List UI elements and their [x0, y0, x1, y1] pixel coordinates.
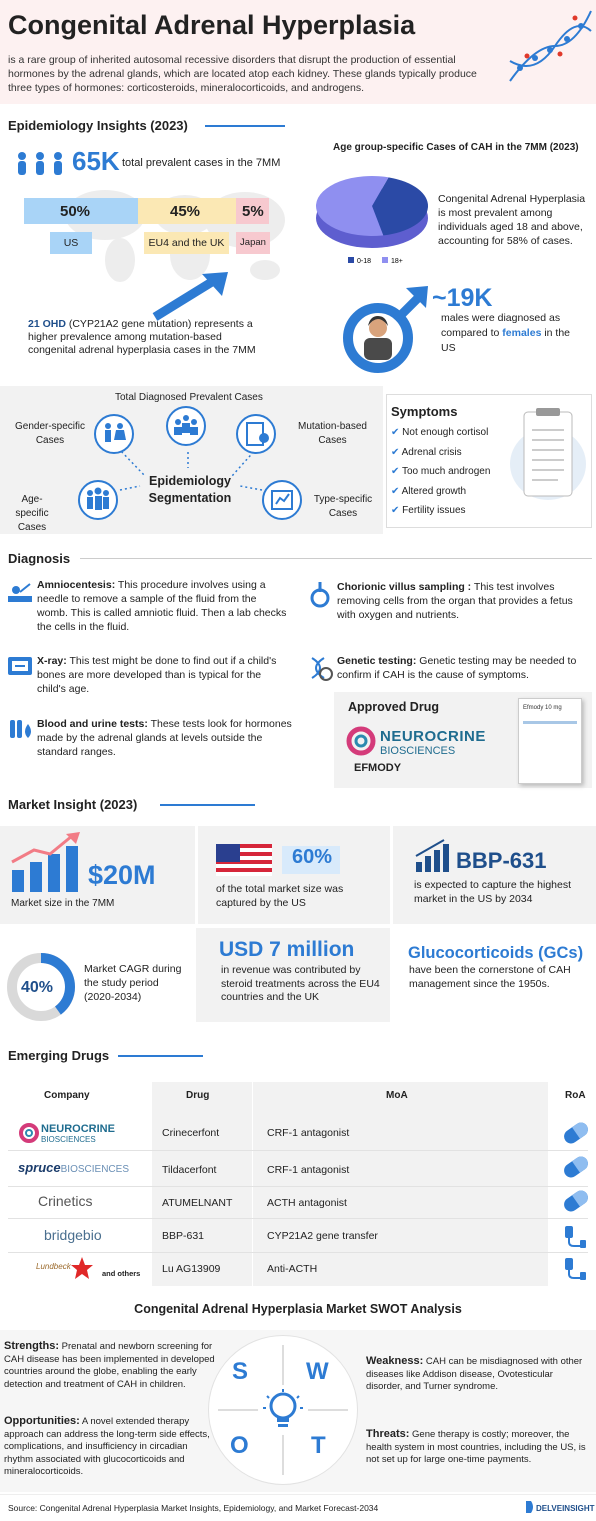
row1-drug: Crinecerfont	[162, 1127, 220, 1139]
swot-opportunities	[4, 1415, 214, 1479]
dna-icon	[505, 6, 593, 86]
age-chart-text: Congenital Adrenal Hyperplasia is most prevalent among individuals aged 18 and above, accounting for 58% of cases.	[438, 193, 586, 247]
us-share-text: of the total market size was captured by the US	[216, 883, 344, 909]
symptom-item: ✔ Adrenal crisis	[391, 443, 490, 463]
swot-letter-w: W	[306, 1358, 329, 1385]
symptom-item: ✔ Altered growth	[391, 482, 490, 502]
row1-moa: CRF-1 antagonist	[267, 1127, 350, 1139]
bbp-text: is expected to capture the highest market in the US by 2034	[414, 879, 572, 905]
diag-amniocentesis	[37, 578, 287, 634]
row-divider	[8, 1252, 588, 1253]
segmentation-gender: Gender-specific Cases	[14, 421, 86, 446]
diagnosis-divider	[80, 558, 592, 559]
cvs-icon	[306, 580, 334, 610]
row2-company-sub: BIOSCIENCES	[60, 1164, 129, 1175]
strengths-label: Strengths:	[4, 1340, 59, 1352]
males-value: ~19K	[432, 284, 493, 312]
row1-company-sub: BIOSCIENCES	[41, 1135, 96, 1144]
row5-moa: Anti-ACTH	[267, 1263, 318, 1275]
population-icon	[166, 406, 206, 446]
type-chart-icon	[262, 480, 302, 520]
total-cases-value: 65K	[72, 146, 120, 176]
weakness-label: Weakness:	[366, 1355, 424, 1367]
row2-company-logo	[18, 1160, 129, 1175]
delveinsight-logo-icon	[524, 1499, 536, 1515]
segmentation-mutation: Mutation-based Cases	[298, 421, 367, 446]
intro-text: is a rare group of inherited autosomal recessive disorders that disrupt the production of essential hormones by the adrenal glands, which are located atop each kidney. These glands typically produce three types of hormones: corticosteroids, mineralocorticoids, and androgens.	[8, 54, 477, 94]
legend-label: 18+	[391, 258, 403, 265]
ohd-label: 21 OHD	[28, 318, 66, 330]
row4-company: bridgebio	[44, 1227, 102, 1243]
usd-text: in revenue was contributed by steroid treatments across the EU4 countries and the UK	[221, 964, 380, 1003]
footer-source: Source: Congenital Adrenal Hyperplasia Market Insights, Epidemiology, and Market Forecast-2034	[8, 1503, 379, 1513]
row4-moa: CYP21A2 gene transfer	[267, 1230, 378, 1242]
diag-amniocentesis-name: Amniocentesis:	[37, 579, 116, 591]
page-title: Congenital Adrenal Hyperplasia	[8, 10, 416, 40]
row4-drug: BBP-631	[162, 1230, 205, 1242]
diag-xray-name: X-ray:	[37, 655, 67, 667]
col-header-company: Company	[44, 1090, 90, 1101]
col-header-roa: RoA	[565, 1090, 586, 1101]
legend-label: 0-18	[357, 258, 372, 265]
genetic-testing-icon	[306, 654, 334, 682]
col-header-moa: MoA	[386, 1090, 408, 1101]
ohd-text	[28, 318, 264, 357]
diag-blood-text: These tests look for hormones made by the adrenal glands at levels outside the standard ranges.	[37, 718, 292, 758]
row-divider	[8, 1150, 588, 1151]
swot-title: Congenital Adrenal Hyperplasia Market SWOT Analysis	[134, 1302, 462, 1316]
iv-drip-icon	[562, 1224, 588, 1248]
row3-company: Crinetics	[38, 1193, 93, 1209]
drug-box-image	[518, 698, 582, 784]
age-group-icon	[78, 480, 118, 520]
col-header-drug: Drug	[186, 1090, 210, 1101]
clipboard-icon	[508, 404, 588, 504]
share-label-eu: EU4 and the UK	[144, 232, 229, 254]
market-size-label: Market size in the 7MM	[11, 898, 115, 909]
males-text	[441, 311, 583, 356]
share-pct-japan: 5%	[242, 203, 264, 220]
diag-xray	[37, 654, 287, 696]
symptoms-list	[391, 423, 490, 521]
row2-drug: Tildacerfont	[162, 1164, 217, 1176]
bbp-value: BBP-631	[456, 848, 547, 873]
segmentation-top-label: Total Diagnosed Prevalent Cases	[115, 392, 263, 403]
age-pie-chart	[312, 168, 432, 268]
footer-brand: DELVEINSIGHT	[536, 1504, 595, 1513]
diag-cvs	[337, 580, 587, 622]
approved-company: NEUROCRINE	[380, 728, 486, 745]
male-symbol-icon	[340, 282, 430, 374]
moa-column-bg	[253, 1082, 548, 1286]
diag-xray-text: This test might be done to find out if a child's bones are more developed than is typical for the child's age.	[37, 655, 277, 695]
ohd-description: (CYP21A2 gene mutation) represents a higher prevalence among mutation-based congenital adrenal hyperplasia cases in the 7MM	[28, 318, 256, 356]
share-pct-us: 50%	[60, 203, 91, 220]
females-word: females	[502, 327, 542, 339]
usd-value: USD 7 million	[219, 938, 355, 961]
cagr-text: Market CAGR during the study period (2020-2034)	[84, 963, 182, 1003]
swot-weakness	[366, 1355, 588, 1394]
growth-bars-icon	[10, 832, 86, 894]
neurocrine-logo-icon	[346, 726, 376, 756]
oral-pill-icon	[561, 1154, 590, 1180]
drug-box-label: Efmody 10 mg	[523, 705, 562, 711]
approved-drug-name: EFMODY	[354, 762, 402, 774]
market-size-value: $20M	[88, 860, 156, 890]
lightbulb-icon	[262, 1388, 304, 1432]
rising-chart-icon	[414, 838, 454, 874]
amniocentesis-icon	[6, 578, 34, 606]
approved-drug-title: Approved Drug	[348, 700, 439, 714]
cagr-value: 40%	[21, 979, 54, 996]
diag-genetic-name: Genetic testing:	[337, 655, 417, 667]
segmentation-age: Age-specific Cases	[15, 494, 49, 533]
diagnosis-section-title: Diagnosis	[8, 551, 71, 566]
total-cases-label: total prevalent cases in the 7MM	[122, 157, 281, 169]
swot-threats	[366, 1428, 590, 1467]
opportunities-text: A novel extended therapy approach can address the long-term side effects, complications, and insufficiency in circadian rhythm associated with glucocorticoids and mineralocorticoids.	[4, 1416, 210, 1477]
swot-letter-s: S	[232, 1358, 249, 1385]
legend-swatch	[348, 257, 354, 263]
diag-genetic-text: Genetic testing may be needed to confirm if CAH is the cause of symptoms.	[337, 655, 577, 681]
row3-drug: ATUMELNANT	[162, 1197, 233, 1209]
symptom-item: ✔ Too much androgen	[391, 462, 490, 482]
males-text-c: in the US	[441, 327, 571, 354]
segmentation-center: Epidemiology Segmentation	[148, 474, 232, 505]
diag-blood	[37, 717, 292, 759]
oral-pill-icon	[561, 1120, 590, 1146]
people-icon	[14, 150, 66, 176]
strengths-text: Prenatal and newborn screening for CAH disease has been implemented in developed countries around the globe, enabling the early detection and treatment of CAH in children.	[4, 1341, 215, 1390]
epi-section-title: Epidemiology Insights (2023)	[8, 118, 188, 133]
star-logo-icon	[70, 1256, 94, 1280]
row1-company: NEUROCRINE	[41, 1123, 115, 1135]
diag-cvs-name: Chorionic villus sampling :	[337, 581, 472, 593]
approved-company-sub: BIOSCIENCES	[380, 745, 456, 757]
row3-moa: ACTH antagonist	[267, 1197, 347, 1209]
iv-drip-icon	[562, 1256, 588, 1280]
market-divider	[160, 804, 255, 806]
row-divider	[8, 1186, 588, 1187]
us-flag-icon	[216, 844, 272, 876]
gc-text: have been the cornerstone of CAH management since the 1950s.	[409, 964, 571, 990]
diag-amniocentesis-text: This procedure involves using a needle to remove a sample of the fluid from the womb. This is called amniotic fluid. Then a lab checks the cells in the fluid.	[37, 579, 287, 633]
mutation-doc-icon	[236, 414, 276, 454]
row2-moa: CRF-1 antagonist	[267, 1164, 350, 1176]
oral-pill-icon	[561, 1188, 590, 1214]
share-label-us: US	[50, 232, 92, 254]
row5-company-sub: and others	[102, 1269, 141, 1278]
row2-company: spruce	[18, 1160, 61, 1175]
row5-drug: Lu AG13909	[162, 1263, 221, 1275]
legend-swatch	[382, 257, 388, 263]
row5-company: Lundbeck	[36, 1262, 71, 1271]
row-divider	[8, 1218, 588, 1219]
blood-test-icon	[6, 716, 34, 744]
diag-cvs-text: This test involves removing cells from the organ that provides a fetus with oxygen and nutrients.	[337, 581, 573, 621]
diag-blood-name: Blood and urine tests:	[37, 718, 148, 730]
drug-box-stripe	[523, 721, 577, 724]
neurocrine-row-logo-icon	[18, 1122, 40, 1144]
epi-divider	[205, 125, 285, 127]
diag-genetic	[337, 654, 587, 682]
symptom-item: ✔ Not enough cortisol	[391, 423, 490, 443]
age-chart-title: Age group-specific Cases of CAH in the 7MM (2023)	[333, 142, 579, 153]
us-pct-value: 60%	[292, 846, 333, 868]
gender-icon	[94, 414, 134, 454]
threats-label: Threats:	[366, 1428, 410, 1440]
swot-strengths	[4, 1340, 216, 1391]
trend-arrow-icon	[150, 272, 230, 322]
threats-text: Gene therapy is costly; moreover, the health system in most countries, including the US, is not set up for large one-time payments.	[366, 1429, 586, 1465]
symptom-item: ✔ Fertility issues	[391, 501, 490, 521]
males-text-a: males were diagnosed as compared to	[441, 312, 561, 339]
emerging-divider	[118, 1055, 203, 1057]
xray-icon	[6, 654, 34, 680]
swot-letter-t: T	[311, 1432, 326, 1459]
opportunities-label: Opportunities:	[4, 1415, 80, 1427]
emerging-section-title: Emerging Drugs	[8, 1048, 110, 1063]
segmentation-type: Type-specific Cases	[313, 494, 373, 519]
share-pct-eu: 45%	[170, 203, 201, 220]
share-label-japan: Japan	[236, 232, 270, 254]
weakness-text: CAH can be misdiagnosed with other diseases like Addison disease, Ovotesticular disorder, and Turner syndrome.	[366, 1356, 583, 1392]
drug-column-bg	[152, 1082, 252, 1286]
swot-letter-o: O	[230, 1432, 249, 1459]
symptoms-title: Symptoms	[391, 404, 458, 419]
market-section-title: Market Insight (2023)	[8, 797, 138, 812]
gc-value: Glucocorticoids (GCs)	[408, 944, 584, 962]
